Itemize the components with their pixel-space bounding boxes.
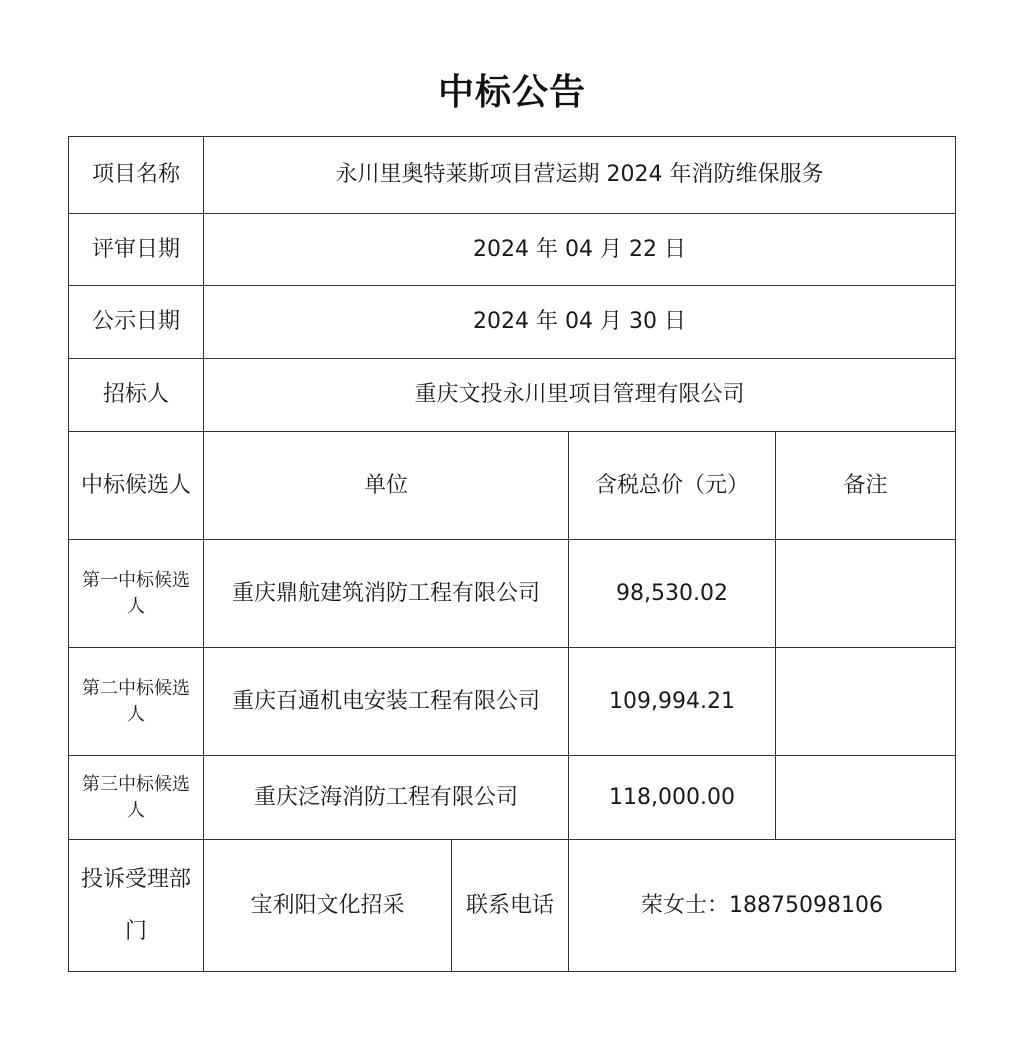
page-title: 中标公告 xyxy=(437,72,586,113)
publish-date-value: 2024 年 04 月 30 日 xyxy=(204,286,956,359)
remark-header: 备注 xyxy=(776,432,956,540)
award-notice-table xyxy=(68,136,956,972)
tenderer-value: 重庆文投永川里项目管理有限公司 xyxy=(204,359,956,432)
price-header: 含税总价（元） xyxy=(569,432,776,540)
tenderer-label: 招标人 xyxy=(69,359,204,432)
publish-date-label: 公示日期 xyxy=(69,286,204,359)
candidate-rank: 第一中标候选人 xyxy=(69,540,204,648)
review-date-value: 2024 年 04 月 22 日 xyxy=(204,214,956,286)
review-date-row xyxy=(69,214,956,286)
candidate-unit: 重庆鼎航建筑消防工程有限公司 xyxy=(204,540,569,648)
complaint-row xyxy=(69,840,956,972)
phone-value: 荣女士：18875098106 xyxy=(569,840,956,972)
project-name-value: 永川里奥特莱斯项目营运期 2024 年消防维保服务 xyxy=(204,137,956,214)
phone-label: 联系电话 xyxy=(452,840,569,972)
tenderer-row xyxy=(69,359,956,432)
project-name-label: 项目名称 xyxy=(69,137,204,214)
candidate-remark xyxy=(776,648,956,756)
candidate-rank: 第二中标候选人 xyxy=(69,648,204,756)
candidate-remark xyxy=(776,756,956,840)
complaint-dept: 宝利阳文化招采 xyxy=(204,840,452,972)
review-date-label: 评审日期 xyxy=(69,214,204,286)
project-name-row xyxy=(69,137,956,214)
candidate-price: 98,530.02 xyxy=(569,540,776,648)
candidates-header-row xyxy=(69,432,956,540)
publish-date-row xyxy=(69,286,956,359)
complaint-label: 投诉受理部门 xyxy=(69,840,204,972)
candidate-price: 109,994.21 xyxy=(569,648,776,756)
candidate-row xyxy=(69,540,956,648)
candidate-rank: 第三中标候选人 xyxy=(69,756,204,840)
candidate-row xyxy=(69,648,956,756)
candidate-unit: 重庆百通机电安装工程有限公司 xyxy=(204,648,569,756)
candidate-price: 118,000.00 xyxy=(569,756,776,840)
candidate-remark xyxy=(776,540,956,648)
unit-header: 单位 xyxy=(204,432,569,540)
candidates-header-label: 中标候选人 xyxy=(69,432,204,540)
candidate-unit: 重庆泛海消防工程有限公司 xyxy=(204,756,569,840)
candidate-row xyxy=(69,756,956,840)
